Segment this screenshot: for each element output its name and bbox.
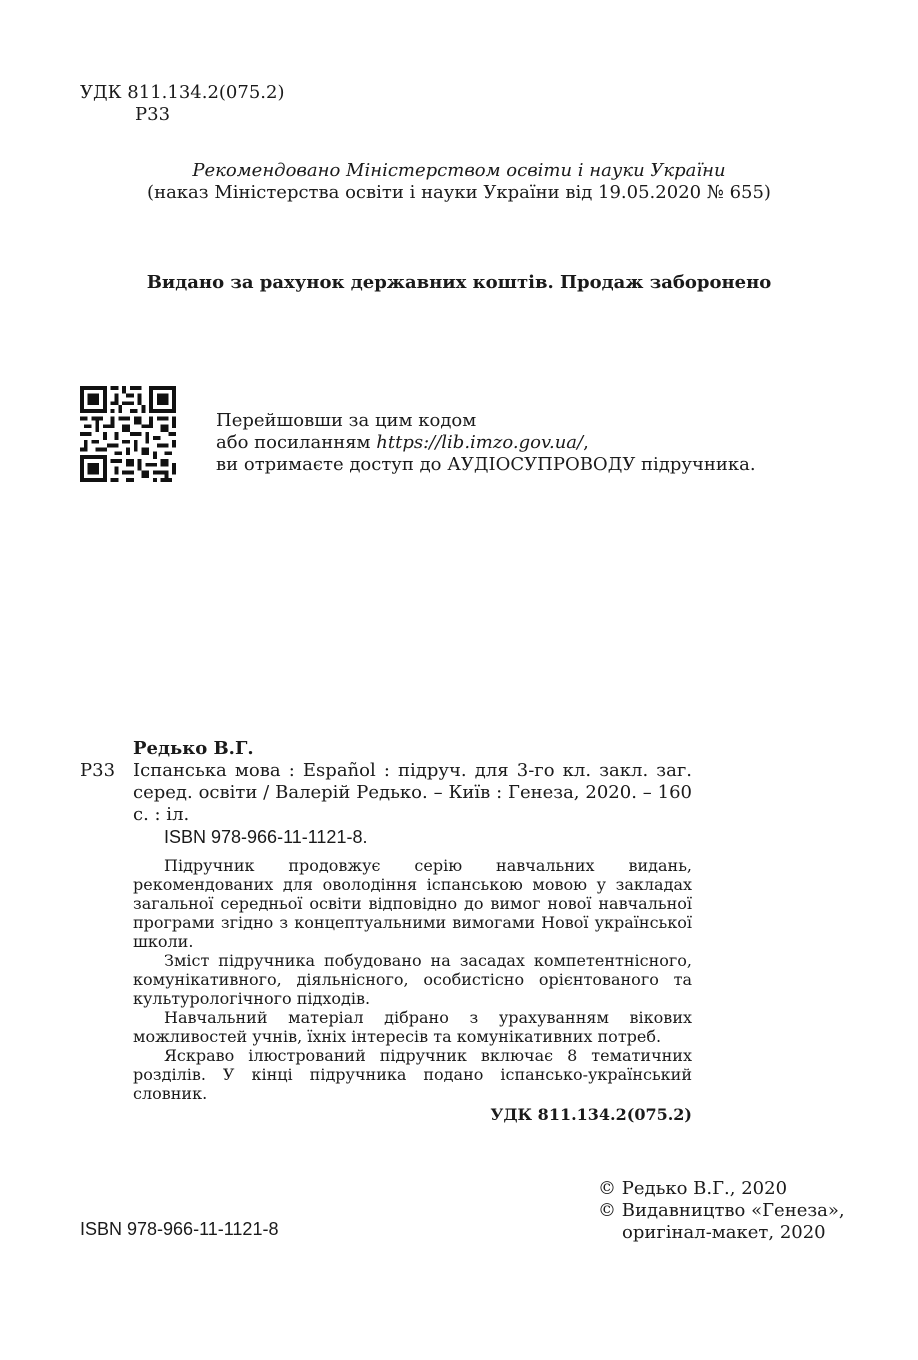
annotation-paragraph: Зміст підручника побудовано на засадах компетентнісного, комунікативного, діяльнісного, особистісно орієнтованого та культурологічного підходів. bbox=[133, 951, 692, 1008]
isbn-bottom: ISBN 978-966-11-1121-8 bbox=[80, 1219, 279, 1239]
qr-line-2-suffix: , bbox=[583, 432, 589, 453]
qr-line-1: Перейшовши за цим кодом bbox=[216, 410, 477, 431]
catalog-card bbox=[80, 738, 692, 848]
qr-line-3: ви отримаєте доступ до АУДІОСУПРОВОДУ підручника. bbox=[216, 454, 756, 475]
qr-description bbox=[216, 410, 756, 476]
ministry-recommendation bbox=[0, 160, 918, 204]
card-annotation bbox=[133, 856, 692, 1124]
card-udk: УДК 811.134.2(075.2) bbox=[490, 1105, 692, 1124]
copyright-layout: оригінал-макет, 2020 bbox=[622, 1222, 826, 1243]
recommendation-line: Рекомендовано Міністерством освіти і науки України bbox=[192, 160, 726, 181]
annotation-paragraph: Навчальний матеріал дібрано з урахуванням вікових можливостей учнів, їхніх інтересів та комунікативних потреб. bbox=[133, 1008, 692, 1046]
library-index: Р33 bbox=[135, 104, 171, 125]
copyright-publisher: © Видавництво «Генеза», bbox=[598, 1200, 845, 1221]
qr-code[interactable] bbox=[80, 386, 176, 482]
card-description-row bbox=[80, 760, 692, 826]
udk-code: УДК 811.134.2(075.2) bbox=[80, 82, 285, 103]
annotation-paragraph: Підручник продовжує серію навчальних видань, рекомендованих для оволодіння іспанською мовою у закладах загальної середньої освіти відповідно до вимог нової навчальної програми згідно з концептуальними вимогами Нової української школи. bbox=[133, 856, 692, 951]
funding-notice: Видано за рахунок державних коштів. Продаж заборонено bbox=[146, 272, 772, 293]
qr-line-2-prefix: або посиланням bbox=[216, 432, 377, 453]
audio-link[interactable]: https://lib.imzo.gov.ua/ bbox=[376, 432, 584, 453]
copyright-author: © Редько В.Г., 2020 bbox=[598, 1178, 788, 1199]
card-author: Редько В.Г. bbox=[133, 738, 254, 759]
card-description: Іспанська мова : Español : підруч. для 3-го кл. закл. заг. серед. освіти / Валерій Редько. – Київ : Генеза, 2020. – 160 с. : іл. bbox=[133, 760, 692, 825]
copyright-block bbox=[598, 1178, 845, 1244]
udk-header bbox=[80, 82, 284, 126]
order-line: (наказ Міністерства освіти і науки України від 19.05.2020 № 655) bbox=[147, 182, 771, 203]
qr-line-2 bbox=[216, 432, 756, 454]
card-isbn: ISBN 978-966-11-1121-8. bbox=[164, 827, 368, 847]
card-index: Р33 bbox=[80, 760, 116, 781]
annotation-paragraph: Яскраво ілюстрований підручник включає 8 тематичних розділів. У кінці підручника подано іспансько-український словник. bbox=[133, 1046, 692, 1103]
